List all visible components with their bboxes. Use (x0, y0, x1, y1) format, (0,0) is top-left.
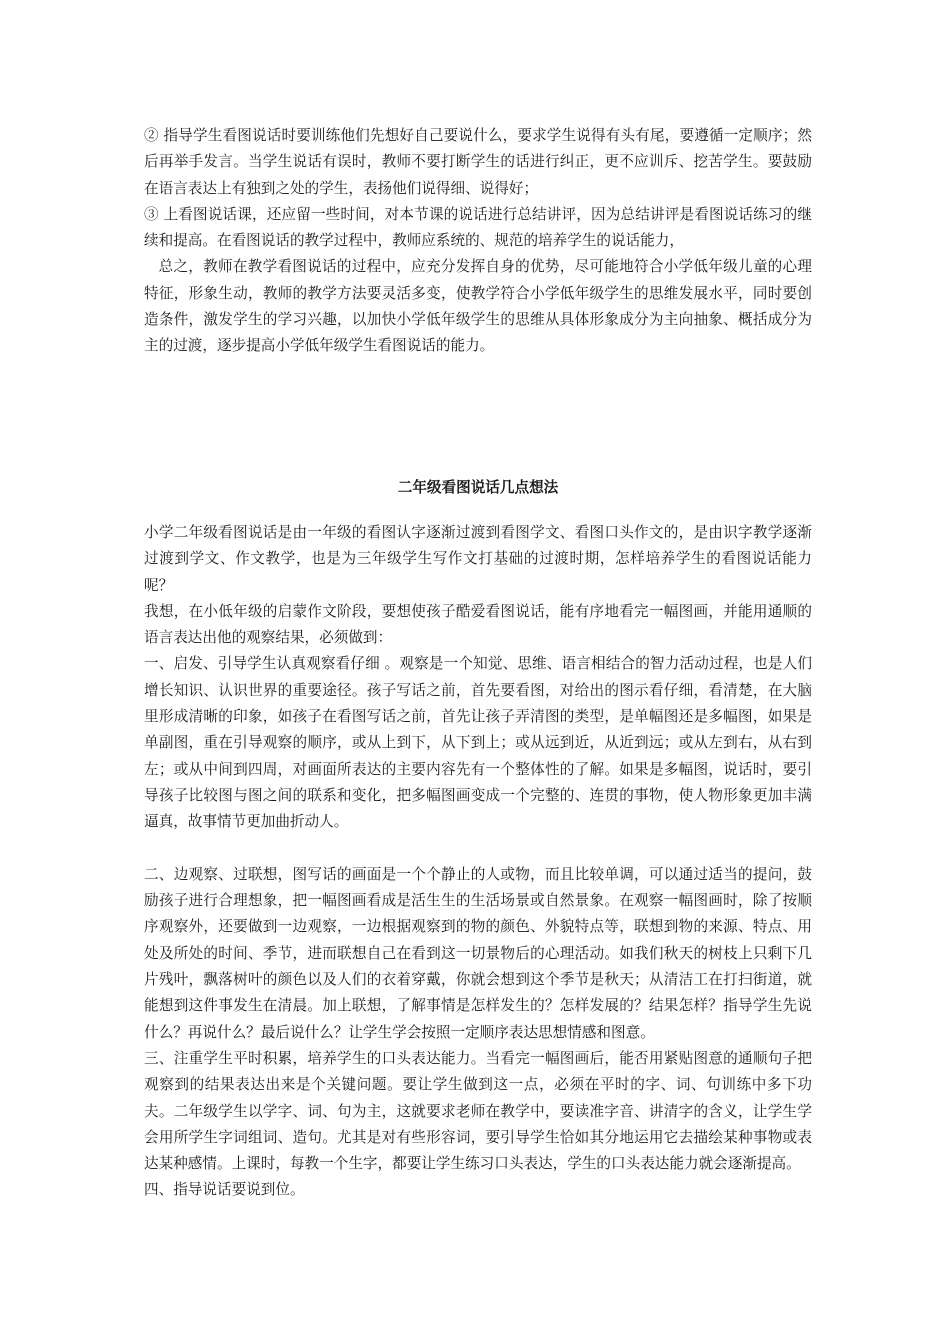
paragraph-summary-review: ③ 上看图说话课，还应留一些时间，对本节课的说话进行总结讲评，因为总结讲评是看图说话练习的继续和提高。在看图说话的教学过程中，教师应系统的、规范的培养学生的说话能力， (144, 205, 812, 250)
article-body (144, 520, 812, 1204)
paragraph-conclusion: 总之，教师在教学看图说话的过程中，应充分发挥自身的优势，尽可能地符合小学低年级儿童的心理特征，形象生动，教师的教学方法要灵活多变，使教学符合小学低年级学生的思维发展水平，同时要创造条件，激发学生的学习兴趣，以加快小学低年级学生的思维从具体形象成分为主向抽象、概括成分为主的过渡，逐步提高小学低年级学生看图说话的能力。 (144, 258, 812, 355)
article-title: 二年级看图说话几点想法 (397, 479, 559, 496)
paragraph-thought: 我想，在小低年级的启蒙作文阶段，要想使孩子酷爱看图说话，能有序地看完一幅图画，并能用通顺的语言表达出他的观察结果，必须做到： (144, 602, 812, 647)
paragraph-guide-speaking: ② 指导学生看图说话时要训练他们先想好自己要说什么，要求学生说得有头有尾，要遵循一定顺序；然后再举手发言。当学生说话有误时，教师不要打断学生的话进行纠正，更不应训斥、挖苦学生。要鼓励在语言表达上有独到之处的学生，表扬他们说得细、说得好； (144, 127, 812, 197)
paragraph-point-3: 三、注重学生平时积累，培养学生的口头表达能力。当看完一幅图画后，能否用紧贴图意的通顺句子把观察到的结果表达出来是个关键问题。要让学生做到这一点，必须在平时的字、词、句训练中多下功夫。二年级学生以学字、词、句为主，这就要求老师在教学中，要读准字音、讲清字的含义，让学生学会用所学生字词组词、造句。尤其是对有些形容词，要引导学生恰如其分地运用它去描绘某种事物或表达某种感情。上课时，每教一个生字，都要让学生练习口头表达，学生的口头表达能力就会逐渐提高。 (144, 1049, 812, 1173)
blank-line (144, 836, 812, 862)
top-section (144, 123, 812, 360)
paragraph-intro: 小学二年级看图说话是由一年级的看图认字逐渐过渡到看图学文、看图口头作文的，是由识字教学逐渐过渡到学文、作文教学，也是为三年级学生写作文打基础的过渡时期，怎样培养学生的看图说话能力呢？ (144, 524, 812, 594)
paragraph-point-1: 一、启发、引导学生认真观察看仔细 。观察是一个知觉、思维、语言相结合的智力活动过程，也是人们增长知识、认识世界的重要途径。孩子写话之前，首先要看图，对给出的图示看仔细，看清楚，在大脑里形成清晰的印象，如孩子在看图写话之前，首先让孩子弄清图的类型，是单幅图还是多幅图，如果是单副图，重在引导观察的顺序，或从上到下，从下到上；或从远到近，从近到远；或从左到右，从右到左；或从中间到四周，对画面所表达的主要内容先有一个整体性的了解。如果是多幅图，说话时，要引导孩子比较图与图之间的联系和变化，把多幅图画变成一个完整的、连贯的事物，使人物形象更加丰满逼真，故事情节更加曲折动人。 (144, 655, 812, 831)
paragraph-point-4: 四、指导说话要说到位。 (144, 1181, 305, 1199)
paragraph-point-2: 二、边观察、过联想，图写话的画面是一个个静止的人或物，而且比较单调，可以通过适当的提问，鼓励孩子进行合理想象，把一幅图画看成是活生生的生活场景或自然景象。在观察一幅图画时，除了按顺序观察外，还要做到一边观察，一边根据观察到的物的颜色、外貌特点等，联想到物的来源、特点、用处及所处的时间、季节，进而联想自己在看到这一切景物后的心理活动。如我们秋天的树枝上只剩下几片残叶，飘落树叶的颜色以及人们的衣着穿戴，你就会想到这个季节是秋天；从清洁工在打扫街道，就能想到这件事发生在清晨。加上联想，了解事情是怎样发生的？怎样发展的？结果怎样？指导学生先说什么？再说什么？最后说什么？让学生学会按照一定顺序表达思想情感和图意。 (144, 865, 812, 1041)
